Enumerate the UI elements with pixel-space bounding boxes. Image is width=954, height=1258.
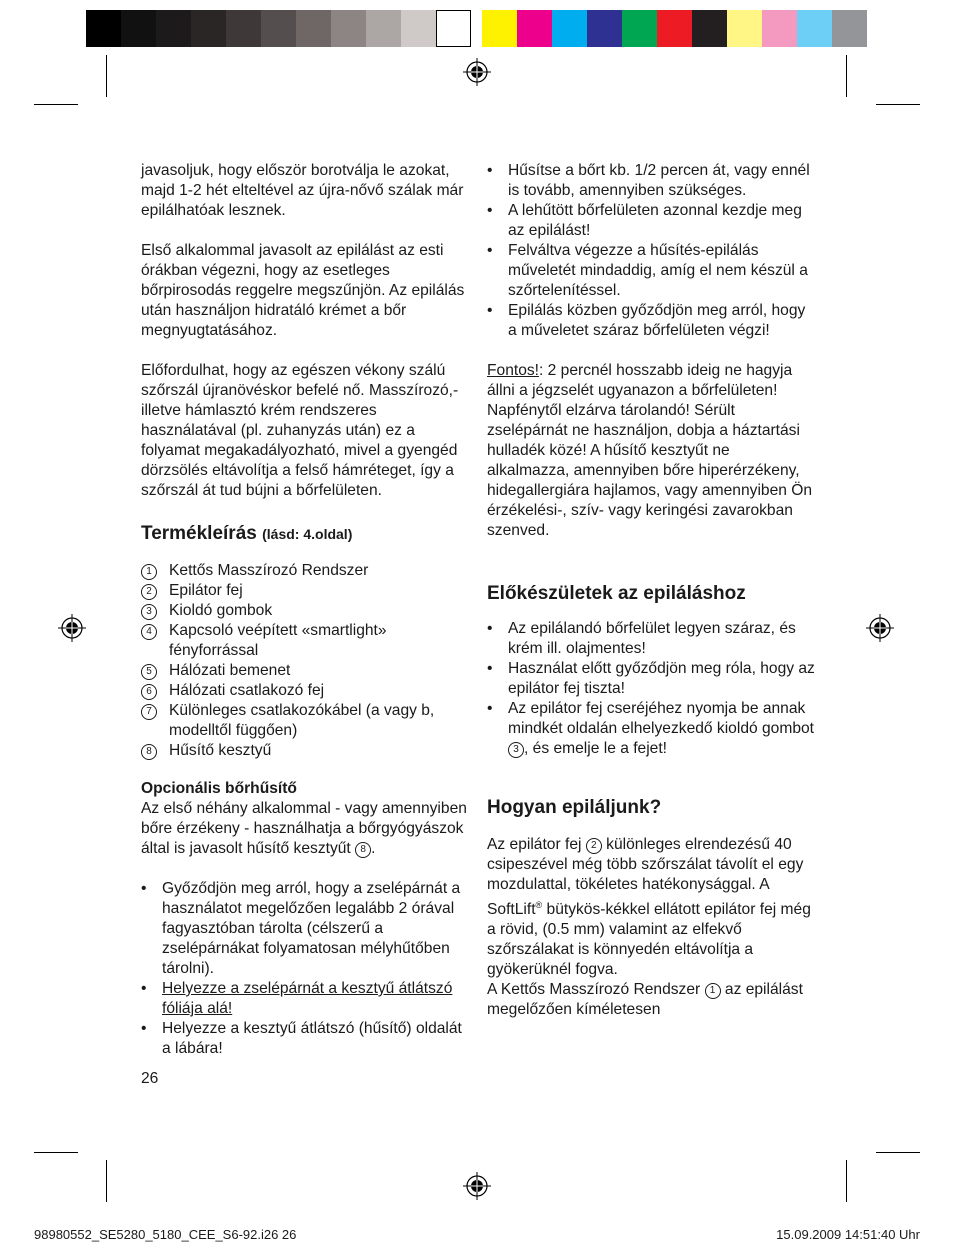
list-item: • Epilálás közben győződjön meg arról, hogy a műveletet száraz bőrfelületen végzi! — [487, 301, 815, 341]
page-number: 26 — [141, 1070, 159, 1087]
crop-mark — [34, 104, 78, 105]
section-heading: Hogyan epiláljunk? — [487, 797, 662, 818]
color-swatch — [191, 10, 226, 47]
list-item: • Győződjön meg arról, hogy a zselépárnát a használatot megelőzően legalább 2 órával fagyasztóban tárolta (célszerű a zselépárnákat folyamatosan mélyhűtőben tárolni). — [141, 879, 469, 979]
paragraph-text: az epilálást megelőzően kíméletesen — [487, 981, 803, 1019]
section-heading: Előkészületek az epiláláshoz — [487, 583, 746, 604]
color-swatch — [832, 10, 867, 47]
list-item: • Az epilálandó bőrfelület legyen száraz, és krém ill. olajmentes! — [487, 619, 815, 659]
list-item-label: Kapcsoló veépített «smartlight» fényforrással — [169, 622, 387, 659]
list-item-label: Hálózati csatlakozó fej — [169, 682, 325, 699]
heading-note: (lásd: 4.oldal) — [262, 526, 353, 542]
footer-timestamp: 15.09.2009 14:51:40 Uhr — [776, 1227, 920, 1242]
ref-number: 5 — [141, 664, 157, 680]
list-item-label: Hálózati bemenet — [169, 662, 291, 679]
bullet-list — [141, 879, 469, 1059]
paragraph: Előfordulhat, hogy az egészen vékony szálú szőrszál újranövéskor befelé nő. Masszírozó,- illetve hámlasztó krém rendszeres használatával (pl. zuhanyzás után) ez a folyamat megakadályozható, mivel a gyengéd dörzsölés eltávolítja a felső hámréteget, így a szőrszál át tud bújni a bőrfelületen. — [141, 362, 459, 499]
paragraph — [141, 799, 469, 859]
ref-number: 8 — [355, 842, 371, 858]
color-swatch — [261, 10, 296, 47]
list-item: • Helyezze a kesztyű átlátszó (hűsítő) oldalát a lábára! — [141, 1019, 469, 1059]
paragraph-text: : 2 percnél hosszabb ideig ne hagyja állni a jégzselét ugyanazon a bőrfelületen! — [487, 362, 793, 399]
color-swatch — [156, 10, 191, 47]
ref-number: 6 — [141, 684, 157, 700]
ref-number: 8 — [141, 744, 157, 760]
footer-file-info: 98980552_SE5280_5180_CEE_S6-92.i26 26 — [34, 1227, 297, 1242]
list-item: • Használat előtt győződjön meg róla, hogy az epilátor fej tiszta! — [487, 659, 815, 699]
color-swatch — [331, 10, 366, 47]
color-swatch — [517, 10, 552, 47]
list-item-text: Az epilátor fej cseréjéhez nyomja be annak mindkét oldalán elhelyezkedő kioldó gombot — [508, 700, 815, 737]
color-swatch — [86, 10, 121, 47]
left-column — [141, 161, 469, 1089]
section-heading — [141, 522, 469, 546]
paragraph: javasoljuk, hogy először borotválja le azokat, majd 1-2 hét elteltével az újra-nővő szálak már epilálhatóak lesznek. — [141, 162, 464, 219]
list-item-label: Epilátor fej — [169, 582, 243, 599]
paragraph: Első alkalommal javasolt az epilálást az esti órákban végezni, hogy az esetleges bőrpirosodás reggelre megszűnjön. Az epilálás után használjon hidratáló krémet a bőr megnyugtatásához. — [141, 242, 465, 339]
color-swatch — [727, 10, 762, 47]
list-item-label: Kettős Masszírozó Rendszer — [169, 562, 369, 579]
list-item — [141, 979, 469, 1019]
crop-mark — [106, 55, 107, 97]
crop-mark — [876, 1152, 920, 1153]
color-swatch — [657, 10, 692, 47]
color-swatch — [762, 10, 797, 47]
color-swatch — [401, 10, 436, 47]
paragraph-text: . — [371, 840, 376, 857]
list-item — [141, 741, 469, 761]
list-item-label: Különleges csatlakozókábel (a vagy b, modelltől függően) — [169, 702, 435, 739]
paragraph-text: bütykös-kékkel ellátott epilátor fej még a rövid, (0.5 mm) valamint az elfekvő szőrszálakat is könnyedén eltávolítja a gyökerüknél fogva. — [487, 901, 811, 979]
list-item — [141, 581, 469, 601]
crop-mark — [846, 55, 847, 97]
bullet-list — [487, 161, 815, 341]
list-item — [141, 681, 469, 701]
color-swatch — [482, 10, 517, 47]
color-swatch — [587, 10, 622, 47]
paragraph-text: Az első néhány alkalommal - vagy amennyiben bőre érzékeny - használhatja a bőrgyógyászok által is javasolt hűsítő kesztyűt — [141, 800, 467, 857]
ref-number: 4 — [141, 624, 157, 640]
list-item: • Hűsítse a bőrt kb. 1/2 percen át, vagy ennél is tovább, amennyiben szükséges. — [487, 161, 815, 201]
registration-mark-icon — [866, 614, 894, 642]
ref-number: 3 — [508, 742, 524, 758]
paragraph — [487, 980, 815, 1020]
registered-mark: ® — [535, 900, 543, 910]
color-swatch — [622, 10, 657, 47]
list-item — [141, 561, 469, 581]
color-swatch — [692, 10, 727, 47]
registration-mark-icon — [463, 58, 491, 86]
registration-mark-icon — [463, 1172, 491, 1200]
list-item — [141, 601, 469, 621]
ref-number: 1 — [141, 564, 157, 580]
heading-text: Termékleírás — [141, 523, 257, 544]
ref-number: 3 — [141, 604, 157, 620]
right-column — [487, 161, 815, 1020]
list-item — [487, 699, 815, 759]
color-swatch — [436, 10, 471, 47]
list-item — [141, 621, 469, 661]
color-swatch — [552, 10, 587, 47]
list-item — [141, 661, 469, 681]
color-swatch — [797, 10, 832, 47]
paragraph-text: A Kettős Masszírozó Rendszer — [487, 981, 701, 999]
paragraph — [487, 835, 815, 980]
list-item — [141, 701, 469, 741]
color-swatch — [121, 10, 156, 47]
paragraph-text: Az epilátor fej — [487, 836, 582, 853]
crop-mark — [876, 104, 920, 105]
underlined-text: Fontos! — [487, 362, 540, 379]
color-swatch — [366, 10, 401, 47]
list-item-text: , és emelje le a fejet! — [524, 740, 668, 757]
paragraph-text: különleges elrendezésű 40 csipeszével még több szőrszálat távolít el egy mozdulattal, tökéletes hatékonysággal. A SoftLift — [487, 836, 804, 919]
parts-list — [141, 561, 469, 761]
list-item: • Felváltva végezze a hűsítés-epilálás műveletét mindaddig, amíg el nem készül a szőrtelenítéssel. — [487, 241, 815, 301]
color-swatch — [226, 10, 261, 47]
registration-mark-icon — [58, 614, 86, 642]
list-item-label: Hűsítő kesztyű — [169, 742, 272, 759]
crop-mark — [106, 1160, 107, 1202]
process-color-bar — [482, 10, 867, 47]
ref-number: 2 — [141, 584, 157, 600]
list-item-label: Kioldó gombok — [169, 602, 273, 619]
crop-mark — [34, 1152, 78, 1153]
list-item: • A lehűtött bőrfelületen azonnal kezdje meg az epilálást! — [487, 201, 815, 241]
ref-number: 2 — [586, 838, 602, 854]
grayscale-color-bar — [86, 10, 471, 47]
ref-number: 7 — [141, 704, 157, 720]
sub-heading: Opcionális bőrhűsítő — [141, 780, 297, 797]
paragraph — [487, 361, 815, 401]
underlined-text: Helyezze a zselépárnát a kesztyű átlátszó fóliája alá! — [162, 980, 453, 1017]
ref-number: 1 — [705, 983, 721, 999]
color-swatch — [296, 10, 331, 47]
paragraph: Napfénytől elzárva tárolandó! Sérült zselépárnát ne használjon, dobja a háztartási hulladék közé! A hűsítő kesztyűt ne alkalmazza, amennyiben bőre hiperérzékeny, hidegallergiára hajlamos, vagy amennyiben Ön érzékelési-, szív- vagy keringési zavarokban szenved. — [487, 402, 813, 539]
crop-mark — [846, 1160, 847, 1202]
bullet-list — [487, 619, 815, 759]
